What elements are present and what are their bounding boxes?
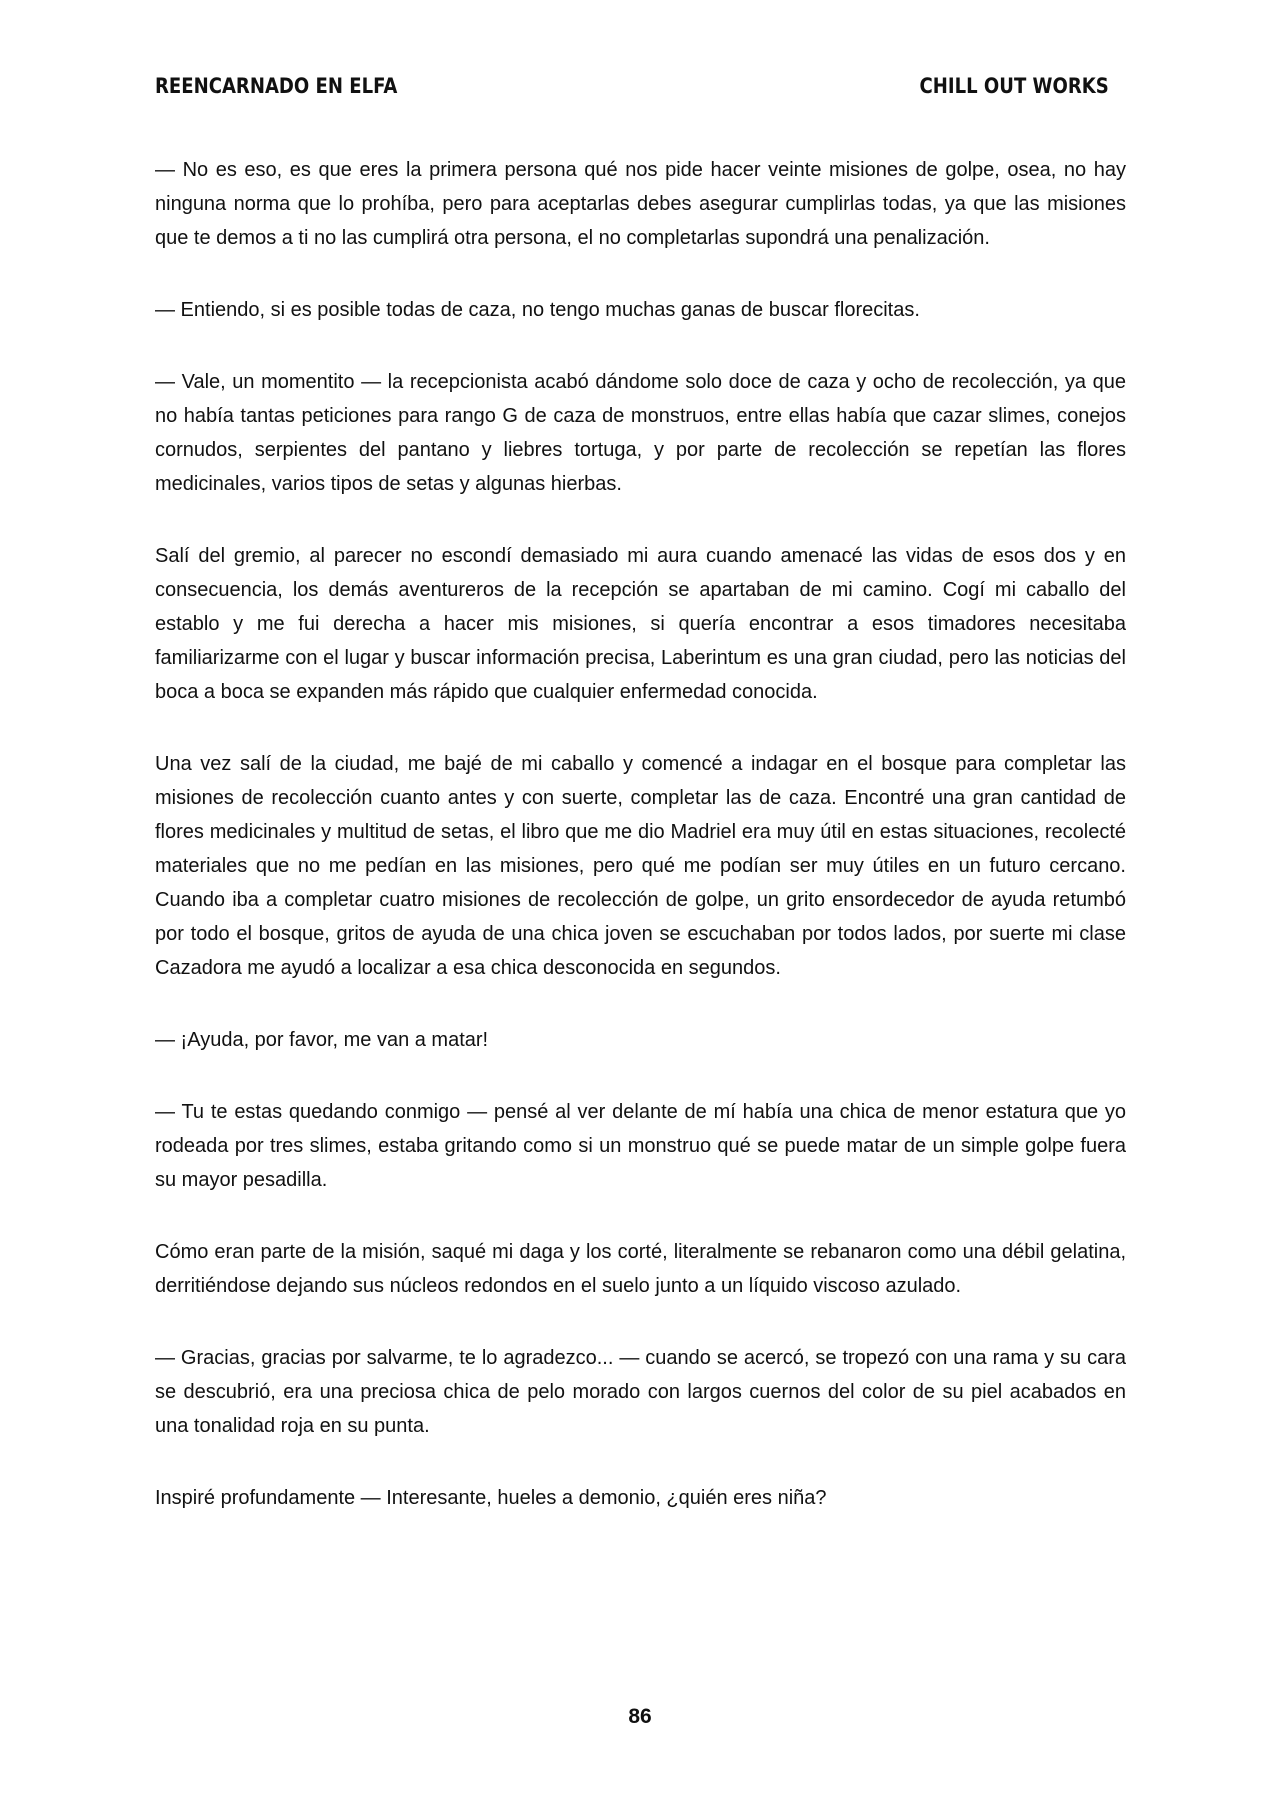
page-number: 86 xyxy=(628,1705,652,1728)
paragraph: — Gracias, gracias por salvarme, te lo agradezco... — cuando se acercó, se tropezó con una rama y su cara se descubrió, era una preciosa chica de pelo morado con largos cuernos del color de su piel acabados en una tonalidad roja en su punta. xyxy=(155,1347,1126,1437)
paragraph: Cómo eran parte de la misión, saqué mi daga y los corté, literalmente se rebanaron como una débil gelatina, derritiéndose dejando sus núcleos redondos en el suelo junto a un líquido viscoso azulado. xyxy=(155,1241,1126,1297)
paragraph: — Entiendo, si es posible todas de caza, no tengo muchas ganas de buscar florecitas. xyxy=(155,299,920,321)
publisher-name: CHILL OUT WORKS xyxy=(919,74,1109,98)
paragraph: — Vale, un momentito — la recepcionista acabó dándome solo doce de caza y ocho de recolección, ya que no había tantas peticiones para rango G de caza de monstruos, entre ellas había que cazar slimes, conejos cornudos, serpientes del pantano y liebres tortuga, y por parte de recolección se repetían las flores medicinales, varios tipos de setas y algunas hierbas. xyxy=(155,371,1126,495)
page-header xyxy=(155,74,1109,114)
paragraph: Salí del gremio, al parecer no escondí demasiado mi aura cuando amenacé las vidas de esos dos y en consecuencia, los demás aventureros de la recepción se apartaban de mi camino. Cogí mi caballo del establo y me fui derecha a hacer mis misiones, si quería encontrar a esos timadores necesitaba familiarizarme con el lugar y buscar información precisa, Laberintum es una gran ciudad, pero las noticias del boca a boca se expanden más rápido que cualquier enfermedad conocida. xyxy=(155,545,1126,703)
paragraph: — No es eso, es que eres la primera persona qué nos pide hacer veinte misiones de golpe, osea, no hay ninguna norma que lo prohíba, pero para aceptarlas debes asegurar cumplirlas todas, ya que las misiones que te demos a ti no las cumplirá otra persona, el no completarlas supondrá una penalización. xyxy=(155,159,1126,249)
page-body xyxy=(155,153,1126,1553)
paragraph: Una vez salí de la ciudad, me bajé de mi caballo y comencé a indagar en el bosque para completar las misiones de recolección cuanto antes y con suerte, completar las de caza. Encontré una gran cantidad de flores medicinales y multitud de setas, el libro que me dio Madriel era muy útil en estas situaciones, recolecté materiales que no me pedían en las misiones, pero qué me podían ser muy útiles en un futuro cercano. Cuando iba a completar cuatro misiones de recolección de golpe, un grito ensordecedor de ayuda retumbó por todo el bosque, gritos de ayuda de una chica joven se escuchaban por todos lados, por suerte mi clase Cazadora me ayudó a localizar a esa chica desconocida en segundos. xyxy=(155,753,1126,979)
paragraph: — ¡Ayuda, por favor, me van a matar! xyxy=(155,1029,489,1051)
book-title: REENCARNADO EN ELFA xyxy=(155,74,398,98)
paragraph: Inspiré profundamente — Interesante, hueles a demonio, ¿quién eres niña? xyxy=(155,1487,827,1509)
paragraph: — Tu te estas quedando conmigo — pensé al ver delante de mí había una chica de menor estatura que yo rodeada por tres slimes, estaba gritando como si un monstruo qué se puede matar de un simple golpe fuera su mayor pesadilla. xyxy=(155,1101,1126,1191)
